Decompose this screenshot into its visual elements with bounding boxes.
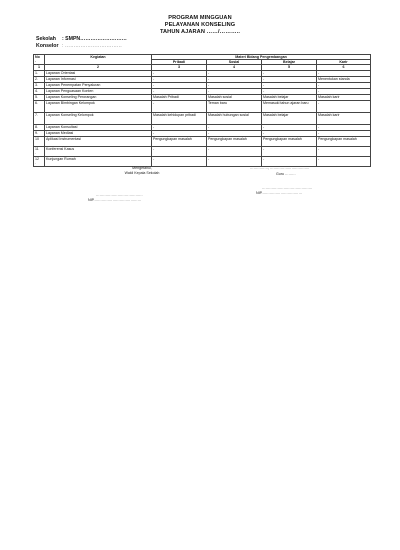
cell-learning: - xyxy=(262,124,317,130)
cell-career: - xyxy=(317,156,371,166)
school-value: : SMPN……………………… xyxy=(62,36,127,42)
cell-learning: Masalah belajar xyxy=(262,112,317,124)
header-social: Sosial xyxy=(207,60,262,65)
cell-personal: - xyxy=(152,100,207,112)
cell-personal: Masalah kehidupan pribadi xyxy=(152,112,207,124)
cell-learning: - xyxy=(262,156,317,166)
cell-career: Masalah karir xyxy=(317,112,371,124)
right-signature-nip: NIP.…………………………… xyxy=(256,191,303,195)
row-number: 9. xyxy=(34,130,45,136)
cell-career: - xyxy=(317,146,371,156)
cell-social: - xyxy=(207,70,262,76)
activity-name: Layanan Mediasi xyxy=(45,130,152,136)
cell-personal: - xyxy=(152,146,207,156)
activity-name: Layanan Konsultasi xyxy=(45,124,152,130)
cell-social: - xyxy=(207,146,262,156)
row-number: 10 xyxy=(34,136,45,146)
title-service: PELAYANAN KONSELING xyxy=(164,22,236,28)
cell-learning: - xyxy=(262,70,317,76)
column-number: 5 xyxy=(262,65,317,70)
row-number: 1. xyxy=(34,70,45,76)
row-number: 3. xyxy=(34,82,45,88)
cell-personal: - xyxy=(152,82,207,88)
title-year: TAHUN AJARAN ……/……….. xyxy=(159,29,241,35)
header-learning: Belajar xyxy=(262,60,317,65)
cell-personal: - xyxy=(152,88,207,94)
cell-personal: Masalah Pribadi xyxy=(152,94,207,100)
cell-career: - xyxy=(317,130,371,136)
table-row xyxy=(34,136,371,146)
cell-personal: Pengungkapan masalah xyxy=(152,136,207,146)
activity-name: Kunjungan Rumah xyxy=(45,156,152,166)
row-number: 5. xyxy=(34,94,45,100)
cell-learning: - xyxy=(262,146,317,156)
table-row xyxy=(34,146,371,156)
school-line xyxy=(36,36,127,42)
table-row xyxy=(34,100,371,112)
row-number: 11 . xyxy=(34,146,45,156)
left-signature-name: ………………………………… xyxy=(96,193,143,197)
cell-social: - xyxy=(207,88,262,94)
cell-career: - xyxy=(317,70,371,76)
table-row xyxy=(34,156,371,166)
cell-social: Masalah hubungan sosial xyxy=(207,112,262,124)
row-number: 6. xyxy=(34,100,45,112)
cell-career: Menentukan standa xyxy=(317,76,371,82)
column-number: 4 xyxy=(207,65,262,70)
column-number: 3 xyxy=(152,65,207,70)
activity-name: Layanan Penempatan Penyaluran xyxy=(45,82,152,88)
row-number: 7. xyxy=(34,112,45,124)
cell-personal: - xyxy=(152,156,207,166)
column-number: 1 xyxy=(34,65,45,70)
cell-social: - xyxy=(207,76,262,82)
cell-social: - xyxy=(207,82,262,88)
header-personal: Pribadi xyxy=(152,60,207,65)
activity-name: Konferensi Kasus xyxy=(45,146,152,156)
right-role: Guru ……… xyxy=(276,172,296,176)
cell-learning: - xyxy=(262,88,317,94)
cell-social: Pengungkapan masalah xyxy=(207,136,262,146)
table-row xyxy=(34,112,371,124)
title-program: PROGRAM MINGGUAN xyxy=(168,15,232,21)
cell-career: Masalah karir xyxy=(317,94,371,100)
cell-social: - xyxy=(207,130,262,136)
header-material-group: Materi Bidang Pengembangan xyxy=(152,55,371,60)
cell-career: Pengungkapan masalah xyxy=(317,136,371,146)
cell-social: - xyxy=(207,124,262,130)
left-role: Wakil Kepala Sekolah xyxy=(124,171,160,175)
row-number: 2. xyxy=(34,76,45,82)
right-place-date: ……………, …………………………… xyxy=(250,166,310,170)
cell-learning: Pengungkapan masalah xyxy=(262,136,317,146)
cell-learning: Masalah belajar xyxy=(262,94,317,100)
activity-name: Layanan Konseling Perorangan xyxy=(45,94,152,100)
row-number: 4. xyxy=(34,88,45,94)
school-label: Sekolah xyxy=(36,36,56,42)
left-acknowledge: Mengetahui, xyxy=(132,166,152,170)
activity-name: Layanan Bimbingan Kelompok xyxy=(45,100,152,112)
cell-learning: Memasuki tahun ajaran baru xyxy=(262,100,317,112)
cell-learning: - xyxy=(262,82,317,88)
activity-name: Layanan Penguasaan Konten xyxy=(45,88,152,94)
left-signature-nip: NIP.………………………………… xyxy=(88,198,142,202)
cell-personal: - xyxy=(152,70,207,76)
cell-learning: - xyxy=(262,76,317,82)
cell-career: - xyxy=(317,88,371,94)
activity-name: Layanan Informasi xyxy=(45,76,152,82)
row-number: 12 . xyxy=(34,156,45,166)
activity-name: Layanan Orientasi xyxy=(45,70,152,76)
cell-career: - xyxy=(317,124,371,130)
activity-name: Layanan Konseling Kelompok xyxy=(45,112,152,124)
column-number: 2 xyxy=(45,65,152,70)
cell-social: Teman baru xyxy=(207,100,262,112)
column-number: 6 xyxy=(317,65,371,70)
cell-personal: - xyxy=(152,76,207,82)
cell-career: - xyxy=(317,82,371,88)
left-signature-block xyxy=(112,166,172,176)
program-table xyxy=(33,54,371,167)
cell-learning: - xyxy=(262,130,317,136)
right-signature-name: …………………………………… xyxy=(262,186,313,190)
cell-social: - xyxy=(207,156,262,166)
cell-career: - xyxy=(317,100,371,112)
header-activity: Kegiatan xyxy=(45,55,152,65)
counselor-label: Konselor xyxy=(36,43,59,49)
counselor-line xyxy=(36,43,122,49)
cell-personal: - xyxy=(152,124,207,130)
cell-social: Masalah sosial xyxy=(207,94,262,100)
activity-name: Aplikasi Instrumentasi xyxy=(45,136,152,146)
header-no: No . xyxy=(34,55,45,65)
cell-personal: - xyxy=(152,130,207,136)
row-number: 8. xyxy=(34,124,45,130)
counselor-value: : …………………………… xyxy=(62,43,122,49)
header-career: Karir xyxy=(317,60,371,65)
